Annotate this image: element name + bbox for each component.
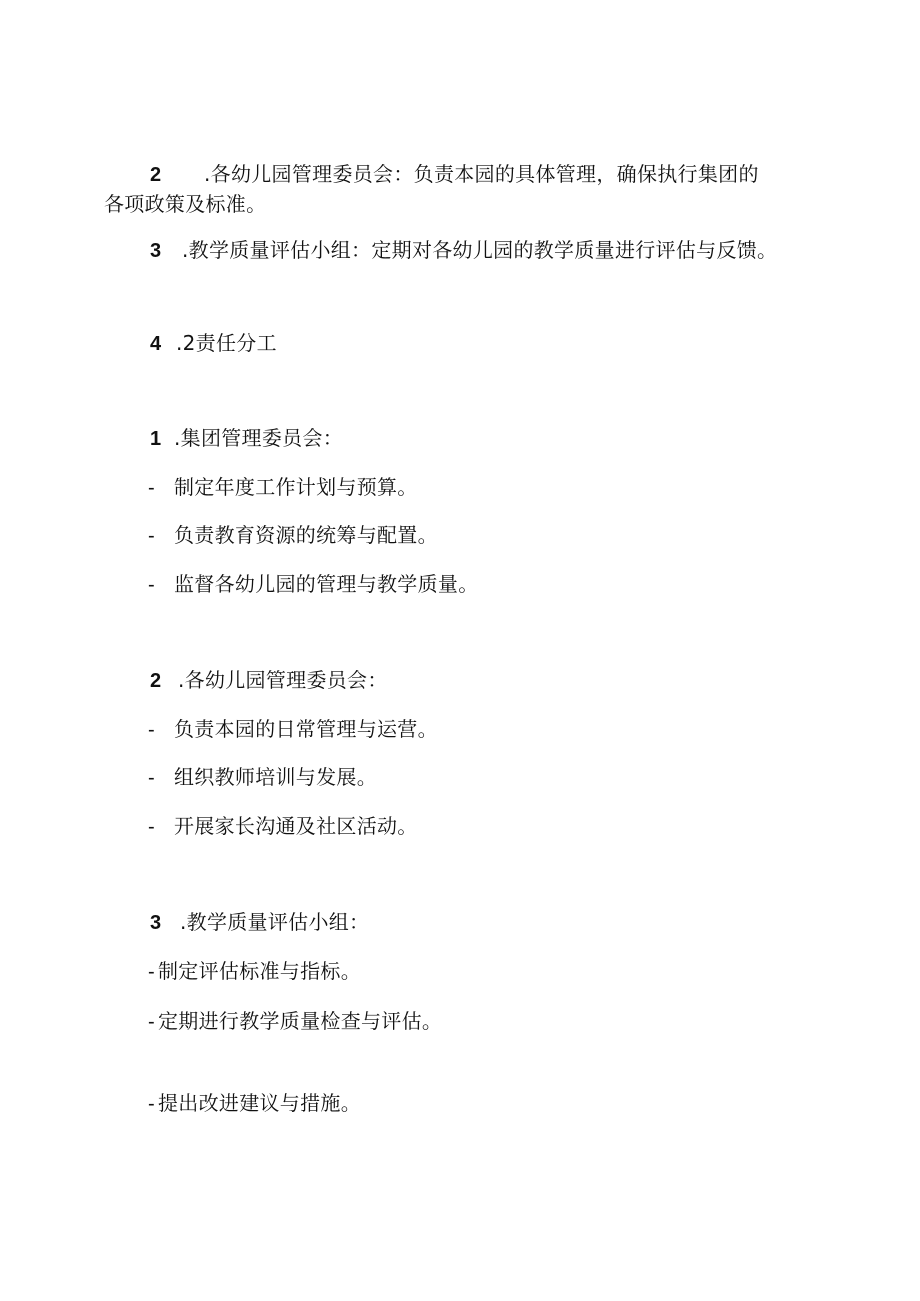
dash-marker: - bbox=[148, 961, 155, 983]
dash-marker: - bbox=[148, 574, 155, 596]
list-item: - 制定年度工作计划与预算。 bbox=[148, 471, 418, 504]
section-heading bbox=[150, 327, 277, 360]
dash-marker: - bbox=[148, 767, 155, 789]
dash-marker: - bbox=[148, 1093, 155, 1115]
paragraph-2 bbox=[150, 234, 777, 267]
dash-marker: - bbox=[148, 1011, 155, 1033]
list-item: - 制定评估标准与指标。 bbox=[148, 955, 361, 988]
group-1-number: 1 bbox=[150, 428, 162, 450]
list-item: - 负责教育资源的统筹与配置。 bbox=[148, 519, 438, 552]
list-item: - 定期进行教学质量检查与评估。 bbox=[148, 1005, 442, 1038]
dash-marker: - bbox=[148, 477, 155, 499]
dash-marker: - bbox=[148, 525, 155, 547]
group-1-title: 1 .集团管理委员会： bbox=[150, 422, 343, 455]
list-item: - 组织教师培训与发展。 bbox=[148, 761, 377, 794]
group-3-title: 3 .教学质量评估小组： bbox=[150, 906, 369, 939]
paragraph-1-line-2 bbox=[104, 188, 266, 220]
dash-marker: - bbox=[148, 719, 155, 741]
group-3-number: 3 bbox=[150, 912, 162, 934]
section-title: .2责任分工 bbox=[176, 331, 277, 355]
list-item: - 负责本园的日常管理与运营。 bbox=[148, 713, 438, 746]
paragraph-1-text: .各幼儿园管理委员会：负责本园的具体管理，确保执行集团的 bbox=[204, 162, 759, 186]
list-item: - 开展家长沟通及社区活动。 bbox=[148, 810, 418, 843]
paragraph-1-number: 2 bbox=[150, 164, 162, 186]
group-2-number: 2 bbox=[150, 670, 162, 692]
paragraph-1-continuation: 各项政策及标准。 bbox=[104, 192, 267, 216]
paragraph-2-number: 3 bbox=[150, 240, 162, 262]
list-item: - 监督各幼儿园的管理与教学质量。 bbox=[148, 568, 479, 601]
dash-marker: - bbox=[148, 816, 155, 838]
group-2-title: 2 .各幼儿园管理委员会： bbox=[150, 664, 388, 697]
list-item: - 提出改进建议与措施。 bbox=[148, 1087, 361, 1120]
paragraph-1-line-1 bbox=[150, 158, 759, 191]
paragraph-2-text: .教学质量评估小组：定期对各幼儿园的教学质量进行评估与反馈。 bbox=[182, 238, 778, 262]
section-number: 4 bbox=[150, 333, 162, 355]
